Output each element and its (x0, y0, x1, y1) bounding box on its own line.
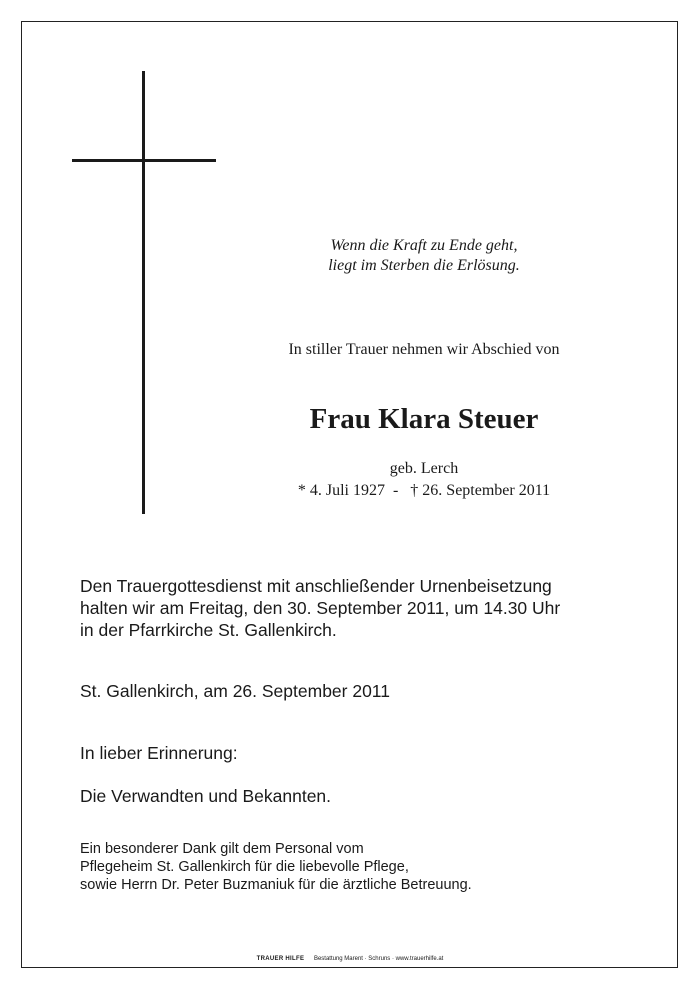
thanks-line-3: sowie Herrn Dr. Peter Buzmaniuk für die ärztliche Betreuung. (80, 877, 472, 893)
service-line-1: Den Trauergottesdienst mit anschließender Urnenbeisetzung (80, 576, 552, 596)
funeral-service-notice (80, 575, 560, 641)
birth-name: geb. Lerch (389, 460, 459, 477)
service-line-3: in der Pfarrkirche St. Gallenkirch. (80, 620, 337, 640)
cross-horizontal-beam (72, 159, 216, 162)
life-dates: * 4. Juli 1927 - † 26. September 2011 (297, 482, 551, 499)
quote (248, 236, 600, 276)
footer (0, 955, 700, 963)
service-line-2: halten wir am Freitag, den 30. September 2011, um 14.30 Uhr (80, 598, 561, 618)
deceased-name: Frau Klara Steuer (309, 403, 539, 435)
footer-text: Bestattung Marent · Schruns · www.trauerhilfe.at (313, 956, 444, 962)
place-and-date: St. Gallenkirch, am 26. September 2011 (80, 681, 390, 701)
quote-line-2: liegt im Sterben die Erlösung. (328, 257, 520, 274)
farewell-intro: In stiller Trauer nehmen wir Abschied von (288, 341, 560, 358)
footer-brand: TRAUER HILFE (256, 956, 305, 962)
thanks-line-1: Ein besonderer Dank gilt dem Personal vom (80, 841, 364, 857)
thanks-note (80, 840, 472, 894)
in-memory-heading: In lieber Erinnerung: (80, 743, 238, 763)
cross-vertical-beam (142, 71, 145, 514)
quote-line-1: Wenn die Kraft zu Ende geht, (330, 237, 518, 254)
thanks-line-2: Pflegeheim St. Gallenkirch für die liebevolle Pflege, (80, 859, 409, 875)
mourners: Die Verwandten und Bekannten. (80, 786, 332, 806)
